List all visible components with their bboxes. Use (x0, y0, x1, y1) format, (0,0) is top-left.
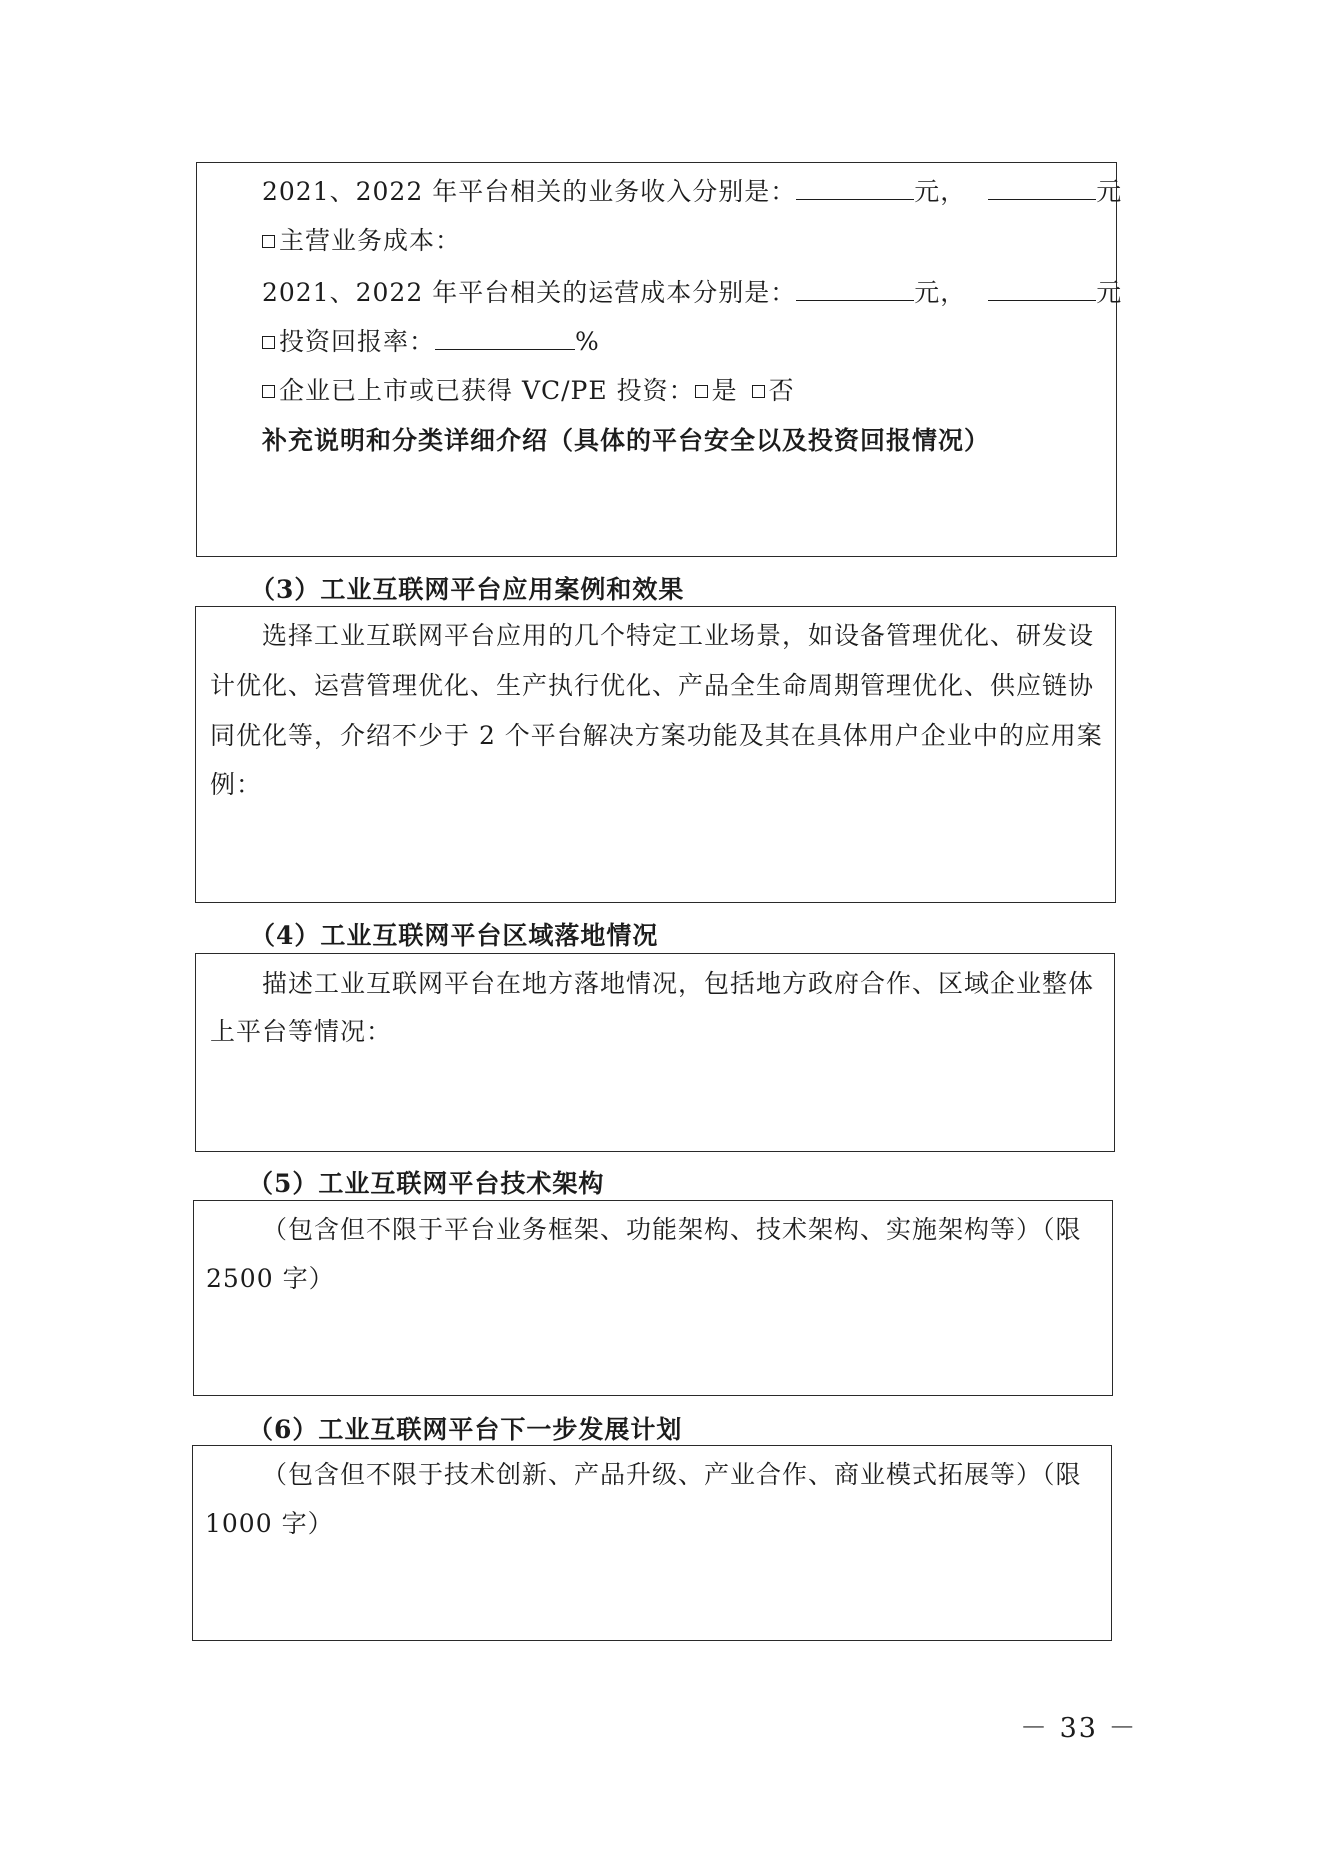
revenue-2022-field[interactable] (988, 175, 1096, 200)
opcost-label: 2021、2022 年平台相关的运营成本分别是： (262, 278, 797, 307)
yes-checkbox[interactable] (695, 385, 708, 398)
listed-checkbox[interactable] (262, 385, 275, 398)
yes-label: 是 (711, 376, 738, 405)
no-label: 否 (768, 376, 795, 405)
opcost-2021-field[interactable] (796, 276, 914, 301)
listed-label: 企业已上市或已获得 VC/PE 投资： (279, 376, 695, 405)
revenue-line (262, 175, 1122, 209)
section5-heading: （5）工业互联网平台技术架构 (248, 1169, 605, 1198)
revenue-2021-field[interactable] (796, 175, 914, 200)
main-cost-line (262, 224, 461, 258)
opcost-unit-2: 元 (1096, 278, 1123, 307)
revenue-label: 2021、2022 年平台相关的业务收入分别是： (262, 177, 797, 206)
section3-line-1: 选择工业互联网平台应用的几个特定工业场景，如设备管理优化、研发设 (262, 621, 1095, 650)
section4-line-2: 上平台等情况： (210, 1017, 393, 1046)
section6-heading: （6）工业互联网平台下一步发展计划 (248, 1415, 683, 1444)
section4-heading: （4）工业互联网平台区域落地情况 (250, 921, 659, 950)
roi-line (262, 325, 600, 359)
section5-line-2: 2500 字） (206, 1264, 335, 1293)
section3-line-3: 同优化等，介绍不少于 2 个平台解决方案功能及其在具体用户企业中的应用案 (210, 721, 1103, 750)
supplement-heading: 补充说明和分类详细介绍（具体的平台安全以及投资回报情况） (262, 426, 991, 455)
section5-line-1: （包含但不限于平台业务框架、功能架构、技术架构、实施架构等）（限 (262, 1215, 1082, 1244)
roi-checkbox[interactable] (262, 336, 275, 349)
page-number: － 33 － (1020, 1713, 1138, 1744)
section4-line-1: 描述工业互联网平台在地方落地情况，包括地方政府合作、区域企业整体 (262, 969, 1095, 998)
financial-info-box (196, 162, 1117, 557)
opcost-line (262, 276, 1122, 310)
roi-unit: % (575, 327, 600, 356)
listed-line (262, 374, 795, 408)
roi-field[interactable] (435, 325, 575, 350)
revenue-unit-2: 元 (1096, 177, 1123, 206)
main-cost-checkbox[interactable] (262, 235, 275, 248)
section3-line-4: 例： (210, 770, 263, 799)
main-cost-label: 主营业务成本： (279, 226, 462, 255)
roi-label: 投资回报率： (279, 327, 436, 356)
section6-line-1: （包含但不限于技术创新、产品升级、产业合作、商业模式拓展等）（限 (262, 1460, 1082, 1489)
no-checkbox[interactable] (752, 385, 765, 398)
section6-line-2: 1000 字） (205, 1509, 334, 1538)
section3-heading: （3）工业互联网平台应用案例和效果 (250, 575, 685, 604)
opcost-unit-1: 元， (914, 278, 967, 307)
revenue-unit-1: 元， (914, 177, 967, 206)
section3-line-2: 计优化、运营管理优化、生产执行优化、产品全生命周期管理优化、供应链协 (210, 671, 1095, 700)
opcost-2022-field[interactable] (988, 276, 1096, 301)
